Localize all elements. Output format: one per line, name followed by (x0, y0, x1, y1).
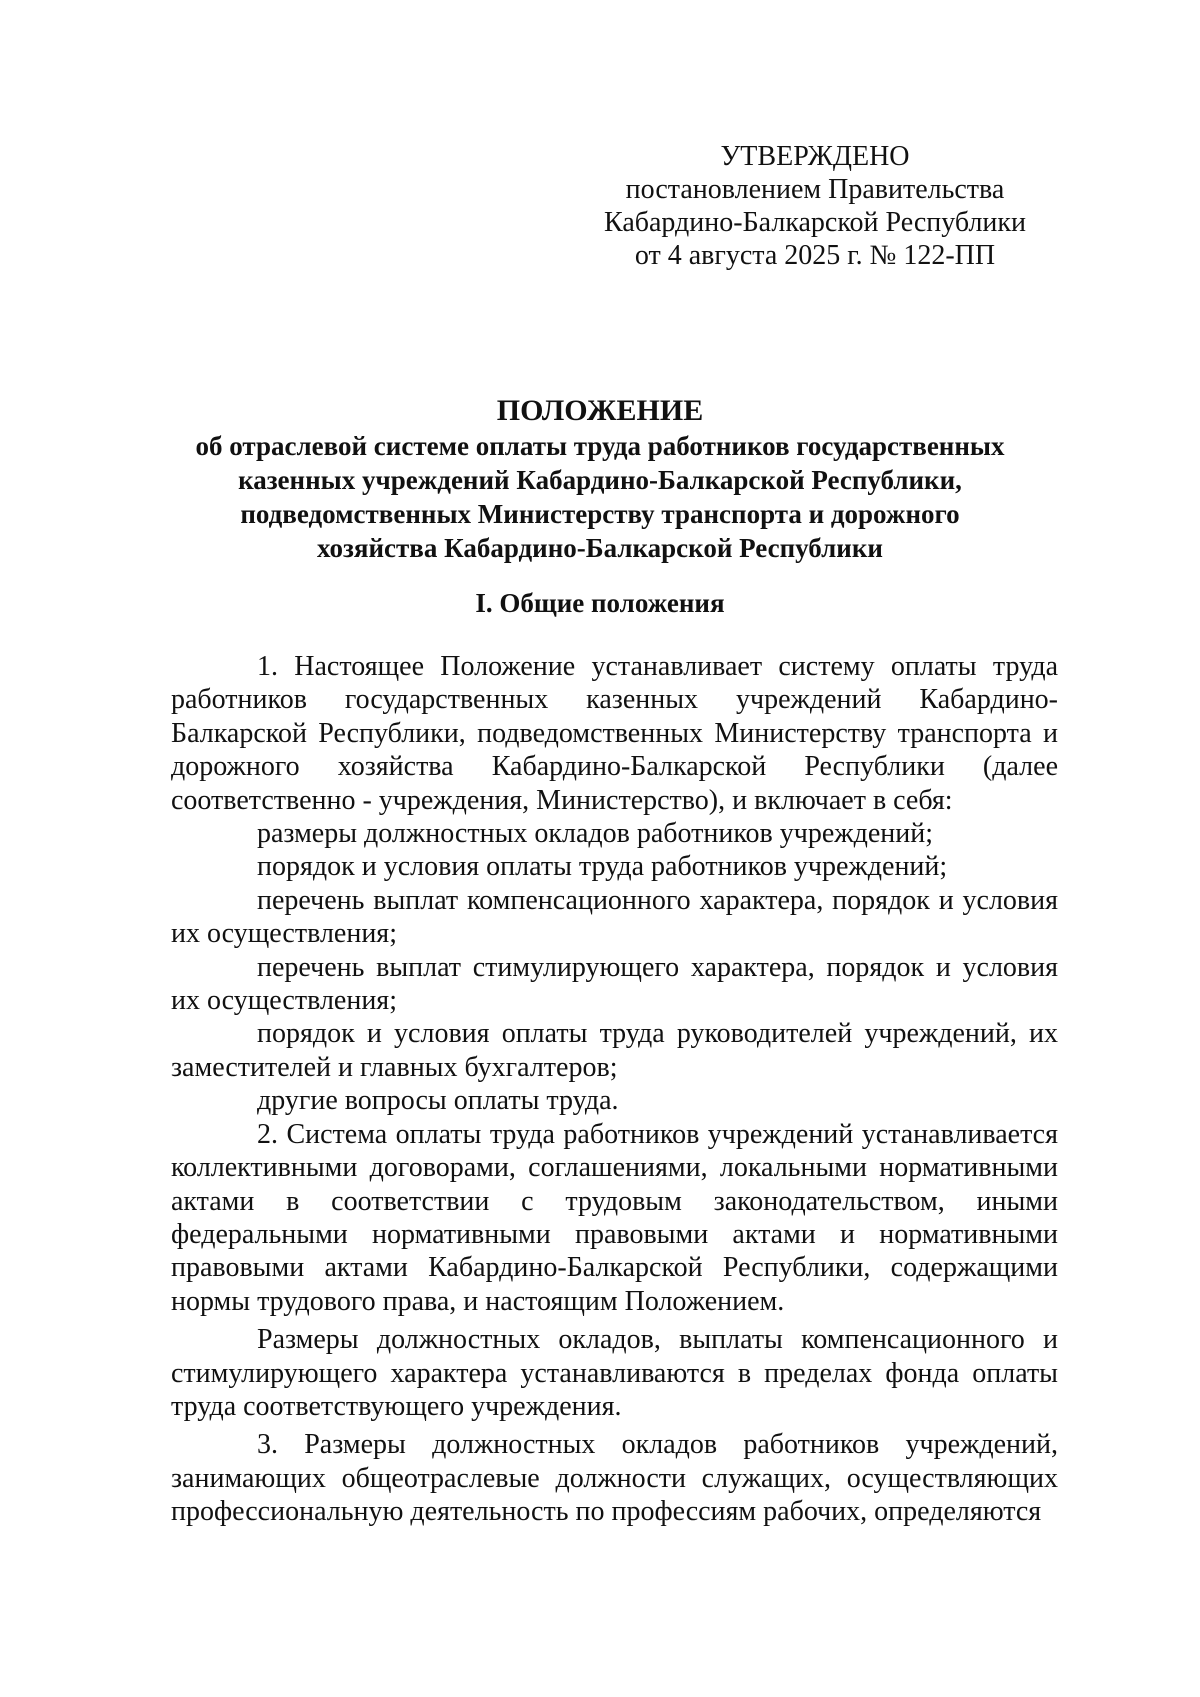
list-item: размеры должностных окладов работников учреждений; (257, 818, 934, 850)
approval-line-2: Кабардино-Балкарской Республики (604, 207, 1026, 238)
document-subtitle-line-2: казенных учреждений Кабардино-Балкарской Республики, (238, 465, 962, 495)
approval-heading: УТВЕРЖДЕНО (720, 141, 910, 172)
approval-stamp-block (590, 140, 1040, 272)
paragraph-2: 2. Система оплаты труда работников учреждений устанавливается коллективными договорами, соглашениями, локальными нормативными актами в соответствии с трудовым законодательством, иными федеральными нормативными правовыми актами и нормативными правовыми актами Кабардино-Балкарской Республики, содержащими нормы трудового права, и настоящим Положением. (171, 1118, 1058, 1317)
document-subtitle-line-3: подведомственных Министерству транспорта и дорожного (240, 499, 960, 529)
list-item: перечень выплат компенсационного характера, порядок и условия их осуществления; (171, 884, 1058, 950)
list-item: порядок и условия оплаты труда руководителей учреждений, их заместителей и главных бухгалтеров; (171, 1018, 1058, 1083)
document-title: ПОЛОЖЕНИЕ (496, 394, 704, 427)
document-subtitle-line-4: хозяйства Кабардино-Балкарской Республики (317, 533, 883, 563)
paragraph-2-continued: Размеры должностных окладов, выплаты компенсационного и стимулирующего характера устанавливаются в пределах фонда оплаты труда соответствующего учреждения. (171, 1324, 1058, 1422)
paragraph-3: 3. Размеры должностных окладов работников учреждений, занимающих общеотраслевые должности служащих, осуществляющих профессиональную деятельность по профессиям рабочих, определяются (171, 1429, 1058, 1528)
approval-line-1: постановлением Правительства (625, 174, 1005, 205)
paragraph-1: 1. Настоящее Положение устанавливает систему оплаты труда работников государственных казенных учреждений Кабардино-Балкарской Республики, подведомственных Министерству транспорта и дорожного хозяйства Кабардино-Балкарской Республики (далее соответственно - учреждения, Министерство), и включает в себя: (171, 651, 1058, 816)
list-item: перечень выплат стимулирующего характера, порядок и условия их осуществления; (171, 951, 1058, 1017)
document-title-block (100, 393, 1100, 565)
section-heading: I. Общие положения (475, 588, 725, 618)
approval-line-3: от 4 августа 2025 г. № 122-ПП (634, 240, 996, 271)
list-item: другие вопросы оплаты труда. (257, 1085, 619, 1117)
list-item: порядок и условия оплаты труда работников учреждений; (257, 851, 948, 883)
document-subtitle-line-1: об отраслевой системе оплаты труда работников государственных (195, 431, 1005, 461)
document-body (171, 650, 1058, 1529)
